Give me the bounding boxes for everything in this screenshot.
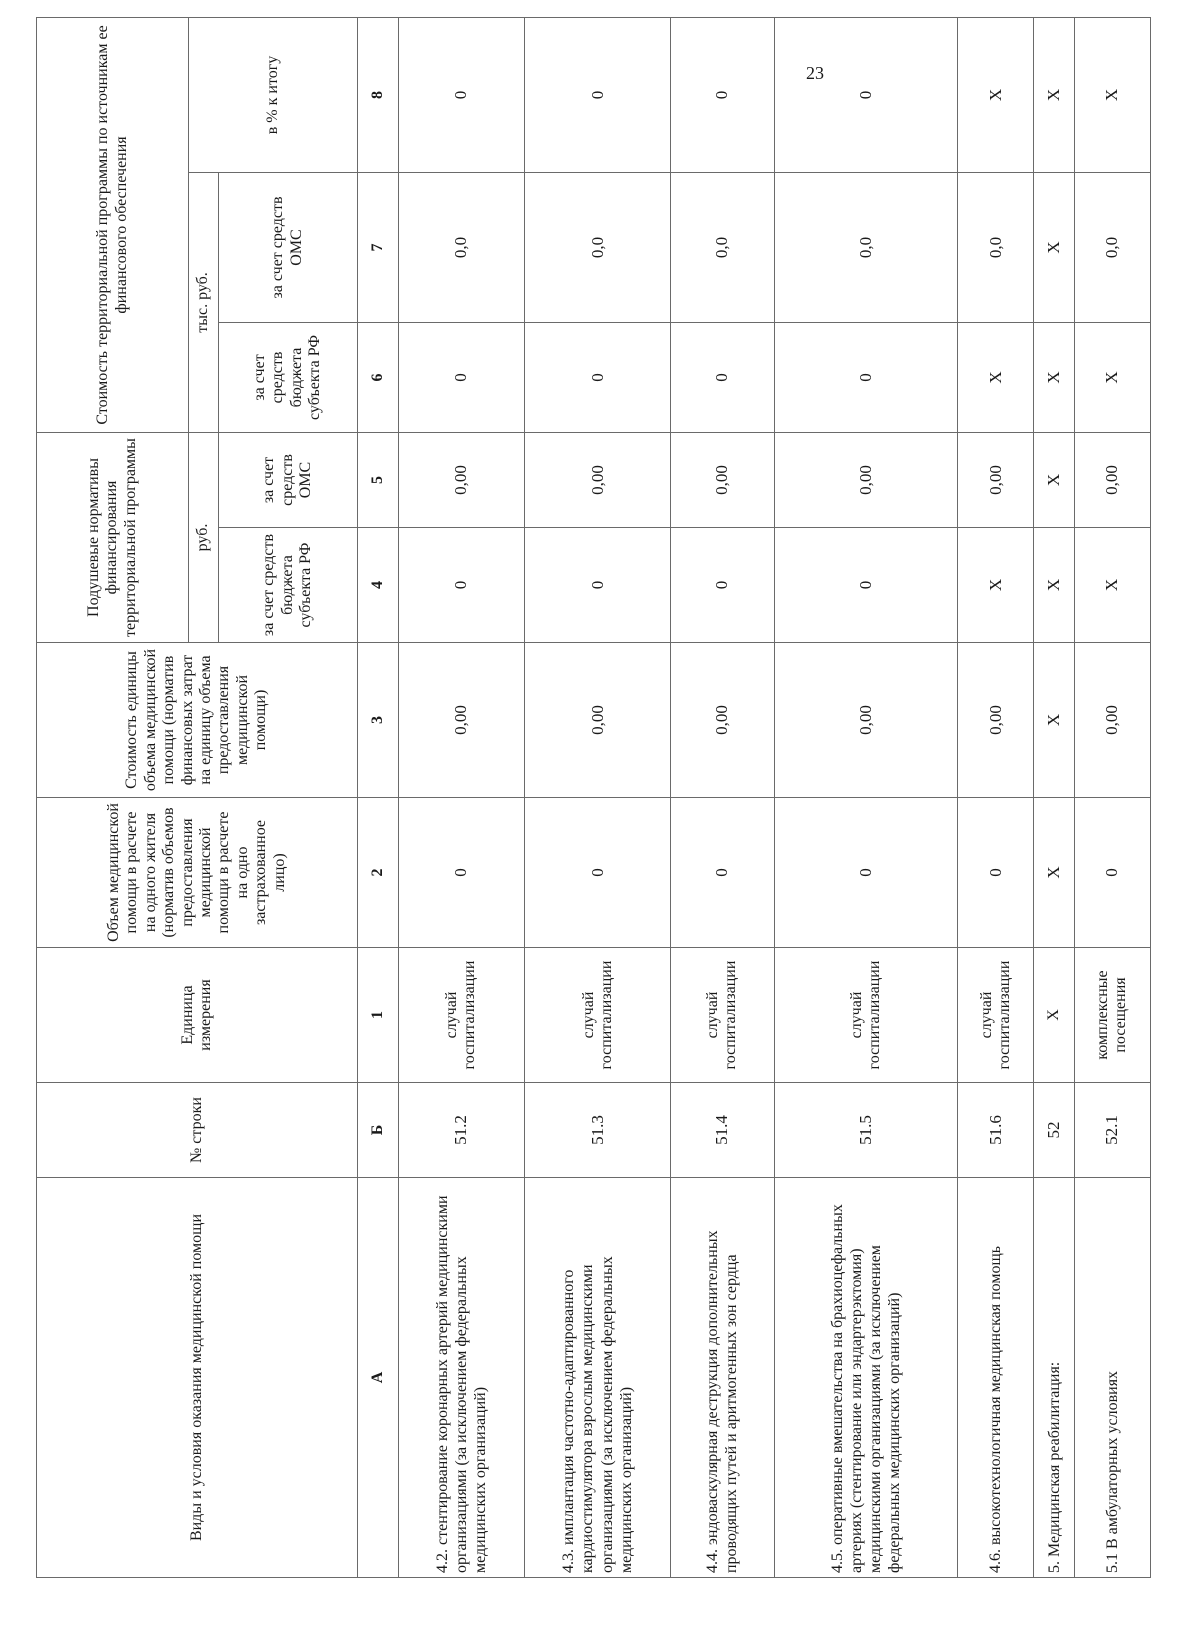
row-volume: 0 xyxy=(774,798,958,948)
row-volume: 0 xyxy=(958,798,1034,948)
row-unit-cost: 0,00 xyxy=(525,643,671,798)
row-label: 5. Медицинская реабилитация: xyxy=(1034,1178,1075,1578)
row-label: 4.5. оперативные вмешательства на брахиоцефальных артериях (стентирование или эндартерэктомия) медицинскими организациями (за исключением федеральных медицинских организаций) xyxy=(774,1178,958,1578)
row-unit-cost: 0,00 xyxy=(398,643,525,798)
table-row xyxy=(958,17,1034,1577)
header-col-a: Виды и условия оказания медицинской помощи xyxy=(37,1178,358,1578)
header-group-normatives: Подушевые нормативы финансирования территориальной программы xyxy=(37,432,189,642)
header-col-7: за счет средств ОМС xyxy=(218,172,357,322)
table-row xyxy=(1074,17,1150,1577)
row-percent: 0 xyxy=(670,17,774,172)
row-unit: комплексные посещения xyxy=(1074,948,1150,1083)
row-unit-cost: X xyxy=(1034,643,1075,798)
row-cost-budget: 0 xyxy=(398,322,525,432)
header-row-1 xyxy=(37,17,189,1577)
row-cost-budget: 0 xyxy=(774,322,958,432)
row-unit: X xyxy=(1034,948,1075,1083)
row-label: 4.6. высокотехнологичная медицинская помощь xyxy=(958,1178,1034,1578)
row-label: 4.3. имплантация частотно-адаптированного кардиостимулятора взрослым медицинскими организациями (за исключением федеральных медицинских организаций) xyxy=(525,1178,671,1578)
col-number-2: 2 xyxy=(357,798,398,948)
col-number-b: Б xyxy=(357,1083,398,1178)
row-cost-oms: 0,0 xyxy=(525,172,671,322)
row-percent: 0 xyxy=(774,17,958,172)
header-col-8: в % к итогу xyxy=(189,17,358,172)
row-normative-oms: X xyxy=(1034,432,1075,527)
row-cost-budget: 0 xyxy=(525,322,671,432)
row-label: 4.4. эндоваскулярная деструкция дополнительных проводящих путей и аритмогенных зон сердца xyxy=(670,1178,774,1578)
row-cost-oms: 0,0 xyxy=(958,172,1034,322)
row-normative-oms: 0,00 xyxy=(774,432,958,527)
table-row xyxy=(774,17,958,1577)
row-normative-budget: X xyxy=(1034,528,1075,643)
row-normative-budget: 0 xyxy=(525,528,671,643)
row-line-number: 51.5 xyxy=(774,1083,958,1178)
row-normative-oms: 0,00 xyxy=(525,432,671,527)
header-col-2: Объем медицинской помощи в расчете на одного жителя (норматив объемов предоставления медицинской помощи в расчете на одно застрахованное лицо) xyxy=(37,798,358,948)
row-percent: 0 xyxy=(525,17,671,172)
column-number-row xyxy=(357,17,398,1577)
row-cost-budget: 0 xyxy=(670,322,774,432)
row-volume: 0 xyxy=(525,798,671,948)
row-percent: X xyxy=(1034,17,1075,172)
row-normative-oms: 0,00 xyxy=(398,432,525,527)
header-col-5: за счет средств ОМС xyxy=(218,432,357,527)
col-number-1: 1 xyxy=(357,948,398,1083)
table-row xyxy=(525,17,671,1577)
row-line-number: 51.6 xyxy=(958,1083,1034,1178)
financing-table xyxy=(36,17,1151,1578)
row-normative-oms: 0,00 xyxy=(958,432,1034,527)
header-unit-thousand-rub: тыс. руб. xyxy=(189,172,219,432)
row-label: 5.1 В амбулаторных условиях xyxy=(1074,1178,1150,1578)
row-unit: случай госпитализации xyxy=(958,948,1034,1083)
row-normative-budget: X xyxy=(1074,528,1150,643)
header-group-cost: Стоимость территориальной программы по источникам ее финансового обеспечения xyxy=(37,17,189,432)
header-col-3: Стоимость единицы объема медицинской помощи (норматив финансовых затрат на единицу объема предоставления медицинской помощи) xyxy=(37,643,358,798)
row-normative-budget: 0 xyxy=(774,528,958,643)
row-unit: случай госпитализации xyxy=(670,948,774,1083)
row-cost-oms: 0,0 xyxy=(774,172,958,322)
header-col-b: № строки xyxy=(37,1083,358,1178)
row-cost-oms: 0,0 xyxy=(1074,172,1150,322)
col-number-a: А xyxy=(357,1178,398,1578)
header-col-4: за счет средств бюджета субъекта РФ xyxy=(218,528,357,643)
col-number-7: 7 xyxy=(357,172,398,322)
row-normative-oms: 0,00 xyxy=(1074,432,1150,527)
col-number-3: 3 xyxy=(357,643,398,798)
table-row xyxy=(398,17,525,1577)
row-unit-cost: 0,00 xyxy=(1074,643,1150,798)
row-line-number: 52 xyxy=(1034,1083,1075,1178)
row-line-number: 52.1 xyxy=(1074,1083,1150,1178)
col-number-5: 5 xyxy=(357,432,398,527)
row-unit-cost: 0,00 xyxy=(774,643,958,798)
row-unit-cost: 0,00 xyxy=(958,643,1034,798)
page-number: 23 xyxy=(806,63,824,83)
row-normative-budget: 0 xyxy=(398,528,525,643)
table-row xyxy=(1034,17,1075,1577)
row-normative-budget: 0 xyxy=(670,528,774,643)
header-col-1: Единица измерения xyxy=(37,948,358,1083)
row-percent: 0 xyxy=(398,17,525,172)
col-number-8: 8 xyxy=(357,17,398,172)
row-percent: X xyxy=(1074,17,1150,172)
row-volume: 0 xyxy=(1074,798,1150,948)
row-unit-cost: 0,00 xyxy=(670,643,774,798)
row-normative-oms: 0,00 xyxy=(670,432,774,527)
row-volume: X xyxy=(1034,798,1075,948)
row-cost-budget: X xyxy=(1074,322,1150,432)
row-cost-budget: X xyxy=(1034,322,1075,432)
row-cost-oms: X xyxy=(1034,172,1075,322)
header-unit-rub: руб. xyxy=(189,432,219,642)
row-volume: 0 xyxy=(398,798,525,948)
header-col-6: за счет средств бюджета субъекта РФ xyxy=(218,322,357,432)
row-volume: 0 xyxy=(670,798,774,948)
table-row xyxy=(670,17,774,1577)
row-label: 4.2. стентирование коронарных артерий медицинскими организациями (за исключением федеральных медицинских организаций) xyxy=(398,1178,525,1578)
row-unit: случай госпитализации xyxy=(398,948,525,1083)
row-normative-budget: X xyxy=(958,528,1034,643)
row-percent: X xyxy=(958,17,1034,172)
col-number-4: 4 xyxy=(357,528,398,643)
row-unit: случай госпитализации xyxy=(774,948,958,1083)
row-line-number: 51.2 xyxy=(398,1083,525,1178)
row-cost-oms: 0,0 xyxy=(670,172,774,322)
row-line-number: 51.4 xyxy=(670,1083,774,1178)
row-unit: случай госпитализации xyxy=(525,948,671,1083)
col-number-6: 6 xyxy=(357,322,398,432)
row-cost-budget: X xyxy=(958,322,1034,432)
row-cost-oms: 0,0 xyxy=(398,172,525,322)
row-line-number: 51.3 xyxy=(525,1083,671,1178)
